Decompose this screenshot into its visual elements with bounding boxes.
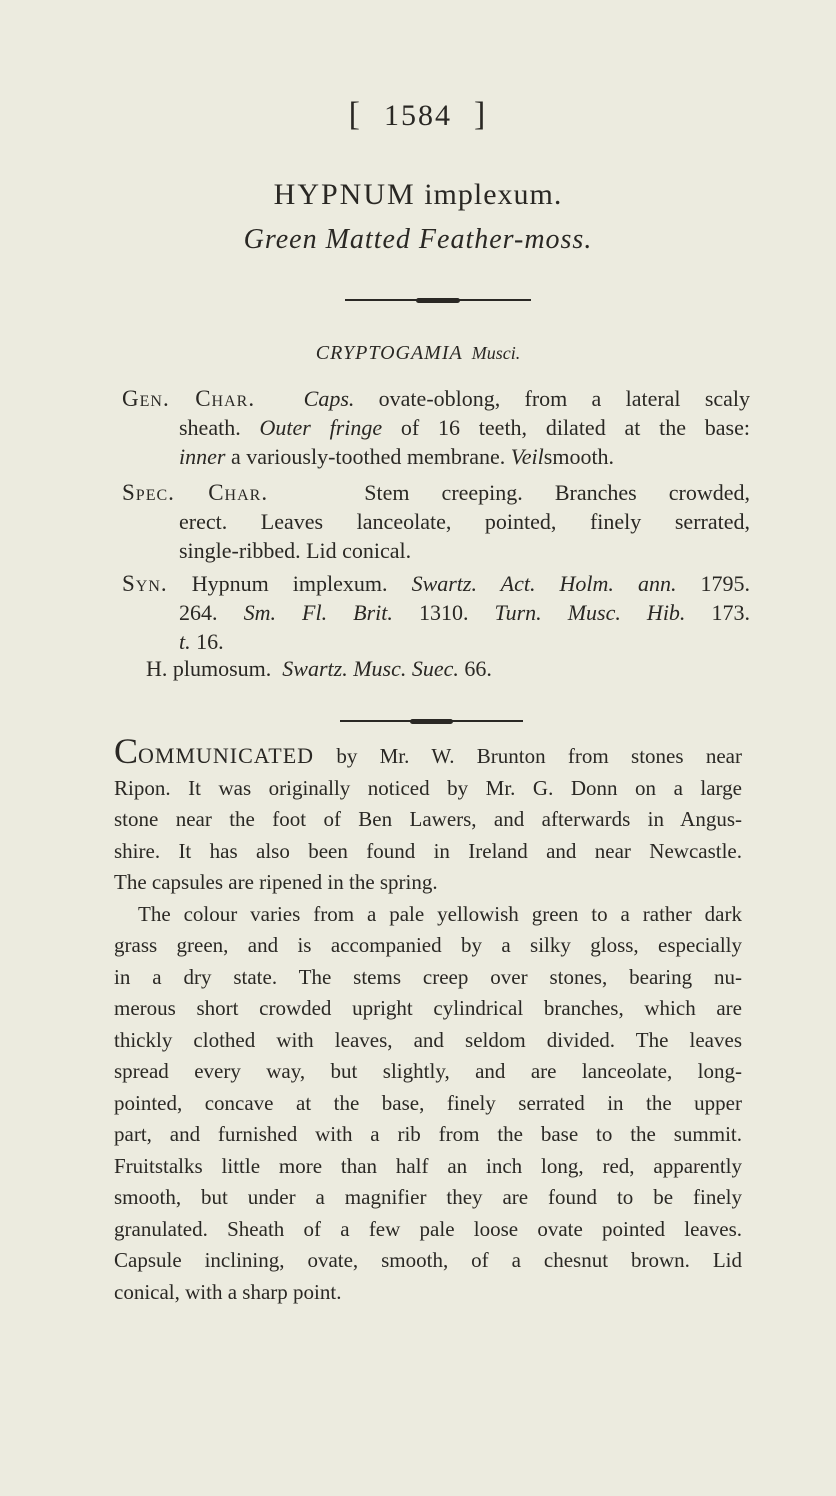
synonym-second: H. plumosum. Swartz. Musc. Suec. 66. <box>146 656 492 681</box>
synonyms: Syn. Hypnum implexum. Swartz. Act. Holm. ann. 1795. 264. Sm. Fl. Brit. 1310. Turn. Musc. Hib. 173. t. 16. <box>122 571 751 654</box>
page-number: [ 1584 ] <box>348 96 488 133</box>
ornamental-rule <box>340 720 523 722</box>
classification: CRYPTOGAMIA Musci. <box>315 342 521 364</box>
species-title: HYPNUM implexum. <box>273 178 563 211</box>
specific-character: Spec. Char. Stem creeping. Branches crowded, erect. Leaves lanceolate, pointed, finely serrated, single-ribbed. Lid conical. <box>122 480 751 563</box>
generic-character: Gen. Char. Caps. ovate-oblong, from a lateral scaly sheath. Outer fringe of 16 teeth, dilated at the base: inner a variously-toothed membrane. Veilsmooth. <box>122 386 751 469</box>
common-name: Green Matted Feather-moss. <box>243 224 593 255</box>
ornamental-rule <box>345 299 531 301</box>
description-text: COMMUNICATED by Mr. W. Brunton from stones near Ripon. It was originally noticed by Mr. G. Donn on a large stone near the foot of Ben Lawers, and afterwards in Angus- shire. It has also been found in Ireland and near Newcastle. The capsules are ripened in the spring. The colour varies from a pale yellowish green to a rather dark grass green, and is accompanied by a silky gloss, especially in a dry state. The stems creep over stones, bearing nu- merous short crowded upright cylindrical branches, which are thickly clothed with leaves, and seldom divided. The leaves spread every way, but slightly, and are lanceolate, long- pointed, concave at the base, finely serrated in the upper part, and furnished with a rib from the base to the summit. Fruitstalks little more than half an inch long, red, apparently smooth, but under a magnifier they are found to be finely granulated. Sheath of a few pale loose ovate pointed leaves. Capsule inclining, ovate, smooth, of a chesnut brown. Lid conical, with a sharp point. <box>114 731 742 1304</box>
